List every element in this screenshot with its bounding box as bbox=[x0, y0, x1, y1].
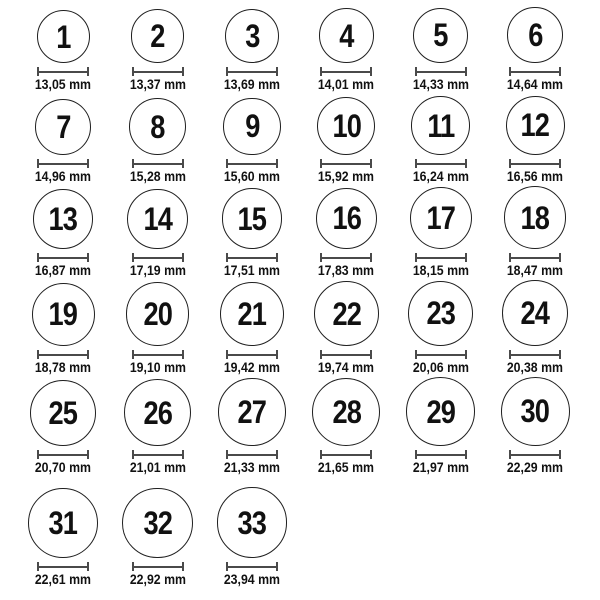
ring-size-number: 7 bbox=[56, 108, 71, 145]
ring-circle bbox=[504, 186, 567, 249]
ring-diameter-label: 19,10 mm bbox=[129, 359, 186, 375]
ring-circle bbox=[507, 7, 563, 63]
ring-size-item bbox=[28, 488, 98, 587]
ring-size-number: 8 bbox=[150, 108, 165, 145]
diameter-measure-line bbox=[132, 350, 184, 359]
ring-circle bbox=[220, 282, 284, 346]
diameter-measure-line bbox=[509, 159, 561, 168]
diameter-measure-line bbox=[415, 67, 467, 76]
ring-circle bbox=[28, 488, 98, 558]
diameter-measure-line bbox=[132, 253, 184, 262]
ring-circle bbox=[33, 189, 93, 249]
ring-size-number: 30 bbox=[520, 393, 550, 430]
diameter-measure-line bbox=[226, 450, 278, 459]
ring-diameter-label: 14,01 mm bbox=[318, 76, 375, 92]
diameter-measure-line bbox=[37, 159, 89, 168]
ring-size-item bbox=[503, 186, 567, 278]
diameter-measure-line bbox=[226, 67, 278, 76]
ring-diameter-label: 18,15 mm bbox=[412, 262, 469, 278]
diameter-measure-line bbox=[132, 562, 184, 571]
ring-size-item bbox=[220, 9, 284, 92]
ring-circle bbox=[223, 98, 280, 155]
ring-diameter-label: 22,92 mm bbox=[129, 571, 186, 587]
ring-diameter-label: 15,92 mm bbox=[318, 168, 375, 184]
diameter-measure-line bbox=[509, 350, 561, 359]
ring-size-item bbox=[126, 282, 190, 375]
ring-diameter-label: 22,61 mm bbox=[35, 571, 92, 587]
ring-size-number: 14 bbox=[143, 200, 172, 237]
diameter-measure-line bbox=[320, 67, 372, 76]
ring-size-number: 16 bbox=[332, 200, 361, 237]
ring-size-item bbox=[312, 378, 380, 475]
ring-size-number: 9 bbox=[244, 108, 260, 145]
ring-size-item bbox=[126, 9, 190, 92]
ring-circle bbox=[312, 378, 380, 446]
ring-diameter-label: 17,83 mm bbox=[318, 262, 375, 278]
ring-circle bbox=[319, 8, 374, 63]
diameter-measure-line bbox=[132, 67, 184, 76]
diameter-measure-line bbox=[226, 159, 278, 168]
ring-size-number: 26 bbox=[143, 394, 172, 431]
ring-size-item bbox=[314, 97, 378, 184]
diameter-measure-line bbox=[132, 159, 184, 168]
ring-circle bbox=[314, 281, 379, 346]
ring-diameter-label: 22,29 mm bbox=[507, 459, 564, 475]
ring-diameter-label: 16,87 mm bbox=[35, 262, 92, 278]
diameter-measure-line bbox=[415, 253, 467, 262]
ring-diameter-label: 20,38 mm bbox=[507, 359, 564, 375]
ring-diameter-label: 19,74 mm bbox=[318, 359, 375, 375]
diameter-measure-line bbox=[37, 67, 89, 76]
ring-size-number: 20 bbox=[143, 296, 172, 333]
ring-circle bbox=[413, 8, 468, 63]
diameter-measure-line bbox=[509, 450, 561, 459]
ring-size-item bbox=[218, 378, 286, 475]
ring-size-number: 19 bbox=[48, 296, 78, 333]
ring-size-number: 32 bbox=[143, 504, 172, 541]
ring-size-item bbox=[31, 99, 95, 184]
ring-diameter-label: 19,42 mm bbox=[223, 359, 281, 375]
diameter-measure-line bbox=[226, 562, 278, 571]
diameter-measure-line bbox=[226, 253, 278, 262]
ring-circle bbox=[129, 98, 186, 155]
ring-diameter-label: 15,60 mm bbox=[223, 168, 281, 184]
ring-circle bbox=[502, 280, 568, 346]
ring-size-number: 6 bbox=[528, 17, 543, 54]
ring-size-number: 13 bbox=[48, 201, 78, 238]
ring-size-item bbox=[126, 98, 190, 184]
ring-size-number: 25 bbox=[48, 394, 78, 431]
diameter-measure-line bbox=[37, 253, 89, 262]
ring-size-number: 18 bbox=[520, 199, 550, 236]
ring-diameter-label: 21,01 mm bbox=[129, 459, 186, 475]
ring-size-number: 21 bbox=[237, 295, 267, 332]
ring-size-number: 15 bbox=[237, 200, 267, 237]
diameter-measure-line bbox=[320, 159, 372, 168]
ring-size-item bbox=[220, 188, 284, 278]
diameter-measure-line bbox=[37, 562, 89, 571]
diameter-measure-line bbox=[132, 450, 184, 459]
ring-circle bbox=[225, 9, 279, 63]
ring-diameter-label: 18,47 mm bbox=[507, 262, 564, 278]
ring-diameter-label: 17,51 mm bbox=[223, 262, 281, 278]
ring-circle bbox=[222, 188, 283, 249]
ring-size-number: 5 bbox=[433, 17, 448, 54]
ring-size-item bbox=[501, 377, 570, 475]
ring-size-item bbox=[220, 98, 284, 184]
diameter-measure-line bbox=[320, 350, 372, 359]
ring-diameter-label: 21,33 mm bbox=[223, 459, 281, 475]
ring-size-item bbox=[314, 281, 379, 375]
ring-diameter-label: 21,97 mm bbox=[412, 459, 469, 475]
ring-size-item bbox=[122, 488, 192, 587]
ring-diameter-label: 13,69 mm bbox=[223, 76, 281, 92]
ring-circle bbox=[37, 10, 90, 63]
ring-size-item bbox=[314, 188, 378, 278]
ring-size-item bbox=[217, 487, 288, 587]
ring-size-item bbox=[502, 280, 568, 375]
ring-size-item bbox=[408, 281, 473, 375]
ring-size-item bbox=[409, 8, 473, 92]
ring-circle bbox=[317, 97, 375, 155]
ring-size-number: 2 bbox=[150, 18, 165, 55]
ring-circle bbox=[126, 282, 190, 346]
ring-circle bbox=[217, 487, 288, 558]
ring-circle bbox=[35, 99, 91, 155]
ring-circle bbox=[122, 488, 192, 558]
ring-size-number: 23 bbox=[426, 295, 456, 332]
ring-circle bbox=[124, 379, 191, 446]
ring-size-item bbox=[31, 10, 95, 92]
ring-diameter-label: 18,78 mm bbox=[35, 359, 92, 375]
ring-diameter-label: 15,28 mm bbox=[129, 168, 186, 184]
ring-diameter-label: 21,65 mm bbox=[318, 459, 375, 475]
ring-size-number: 10 bbox=[332, 107, 361, 144]
ring-size-item bbox=[409, 187, 473, 278]
ring-size-number: 29 bbox=[426, 393, 456, 430]
ring-size-item bbox=[409, 96, 473, 184]
ring-diameter-label: 14,96 mm bbox=[35, 168, 92, 184]
ring-size-number: 31 bbox=[48, 505, 78, 542]
ring-diameter-label: 23,94 mm bbox=[223, 571, 281, 587]
ring-size-number: 33 bbox=[237, 504, 267, 541]
ring-circle bbox=[316, 188, 377, 249]
diameter-measure-line bbox=[320, 450, 372, 459]
ring-circle bbox=[32, 283, 95, 346]
ring-size-item bbox=[126, 189, 190, 278]
diameter-measure-line bbox=[415, 450, 467, 459]
diameter-measure-line bbox=[415, 159, 467, 168]
ring-size-number: 24 bbox=[520, 295, 550, 332]
ring-size-item bbox=[503, 7, 567, 92]
ring-circle bbox=[127, 189, 187, 249]
ring-diameter-label: 16,24 mm bbox=[412, 168, 469, 184]
diameter-measure-line bbox=[320, 253, 372, 262]
ring-size-number: 17 bbox=[426, 200, 456, 237]
ring-circle bbox=[410, 187, 472, 249]
diameter-measure-line bbox=[509, 253, 561, 262]
ring-circle bbox=[501, 377, 570, 446]
diameter-measure-line bbox=[415, 350, 467, 359]
ring-diameter-label: 16,56 mm bbox=[507, 168, 564, 184]
ring-circle bbox=[406, 377, 475, 446]
ring-circle bbox=[411, 96, 470, 155]
ring-circle bbox=[131, 9, 185, 63]
ring-size-number: 11 bbox=[427, 107, 455, 144]
ring-circle bbox=[218, 378, 286, 446]
ring-diameter-label: 20,06 mm bbox=[412, 359, 469, 375]
diameter-measure-line bbox=[37, 350, 89, 359]
ring-diameter-label: 13,05 mm bbox=[35, 76, 92, 92]
ring-size-item bbox=[406, 377, 475, 475]
ring-circle bbox=[506, 96, 565, 155]
ring-size-item bbox=[31, 189, 95, 278]
ring-size-item bbox=[503, 96, 567, 184]
ring-diameter-label: 20,70 mm bbox=[35, 459, 92, 475]
ring-size-number: 3 bbox=[244, 17, 260, 54]
ring-diameter-label: 14,64 mm bbox=[507, 76, 564, 92]
ring-diameter-label: 13,37 mm bbox=[129, 76, 186, 92]
ring-circle bbox=[30, 380, 96, 446]
ring-circle bbox=[408, 281, 473, 346]
ring-size-item bbox=[314, 8, 378, 92]
ring-size-number: 22 bbox=[332, 295, 361, 332]
ring-size-number: 28 bbox=[332, 393, 361, 430]
ring-diameter-label: 14,33 mm bbox=[412, 76, 469, 92]
ring-size-number: 27 bbox=[237, 394, 267, 431]
ring-size-item bbox=[124, 379, 191, 475]
ring-size-number: 4 bbox=[339, 17, 354, 54]
diameter-measure-line bbox=[37, 450, 89, 459]
ring-size-item bbox=[220, 282, 284, 375]
ring-diameter-label: 17,19 mm bbox=[129, 262, 186, 278]
ring-size-item bbox=[30, 380, 96, 475]
diameter-measure-line bbox=[226, 350, 278, 359]
diameter-measure-line bbox=[509, 67, 561, 76]
ring-size-number: 1 bbox=[56, 18, 71, 55]
ring-size-item bbox=[31, 283, 95, 375]
ring-size-number: 12 bbox=[520, 107, 550, 144]
